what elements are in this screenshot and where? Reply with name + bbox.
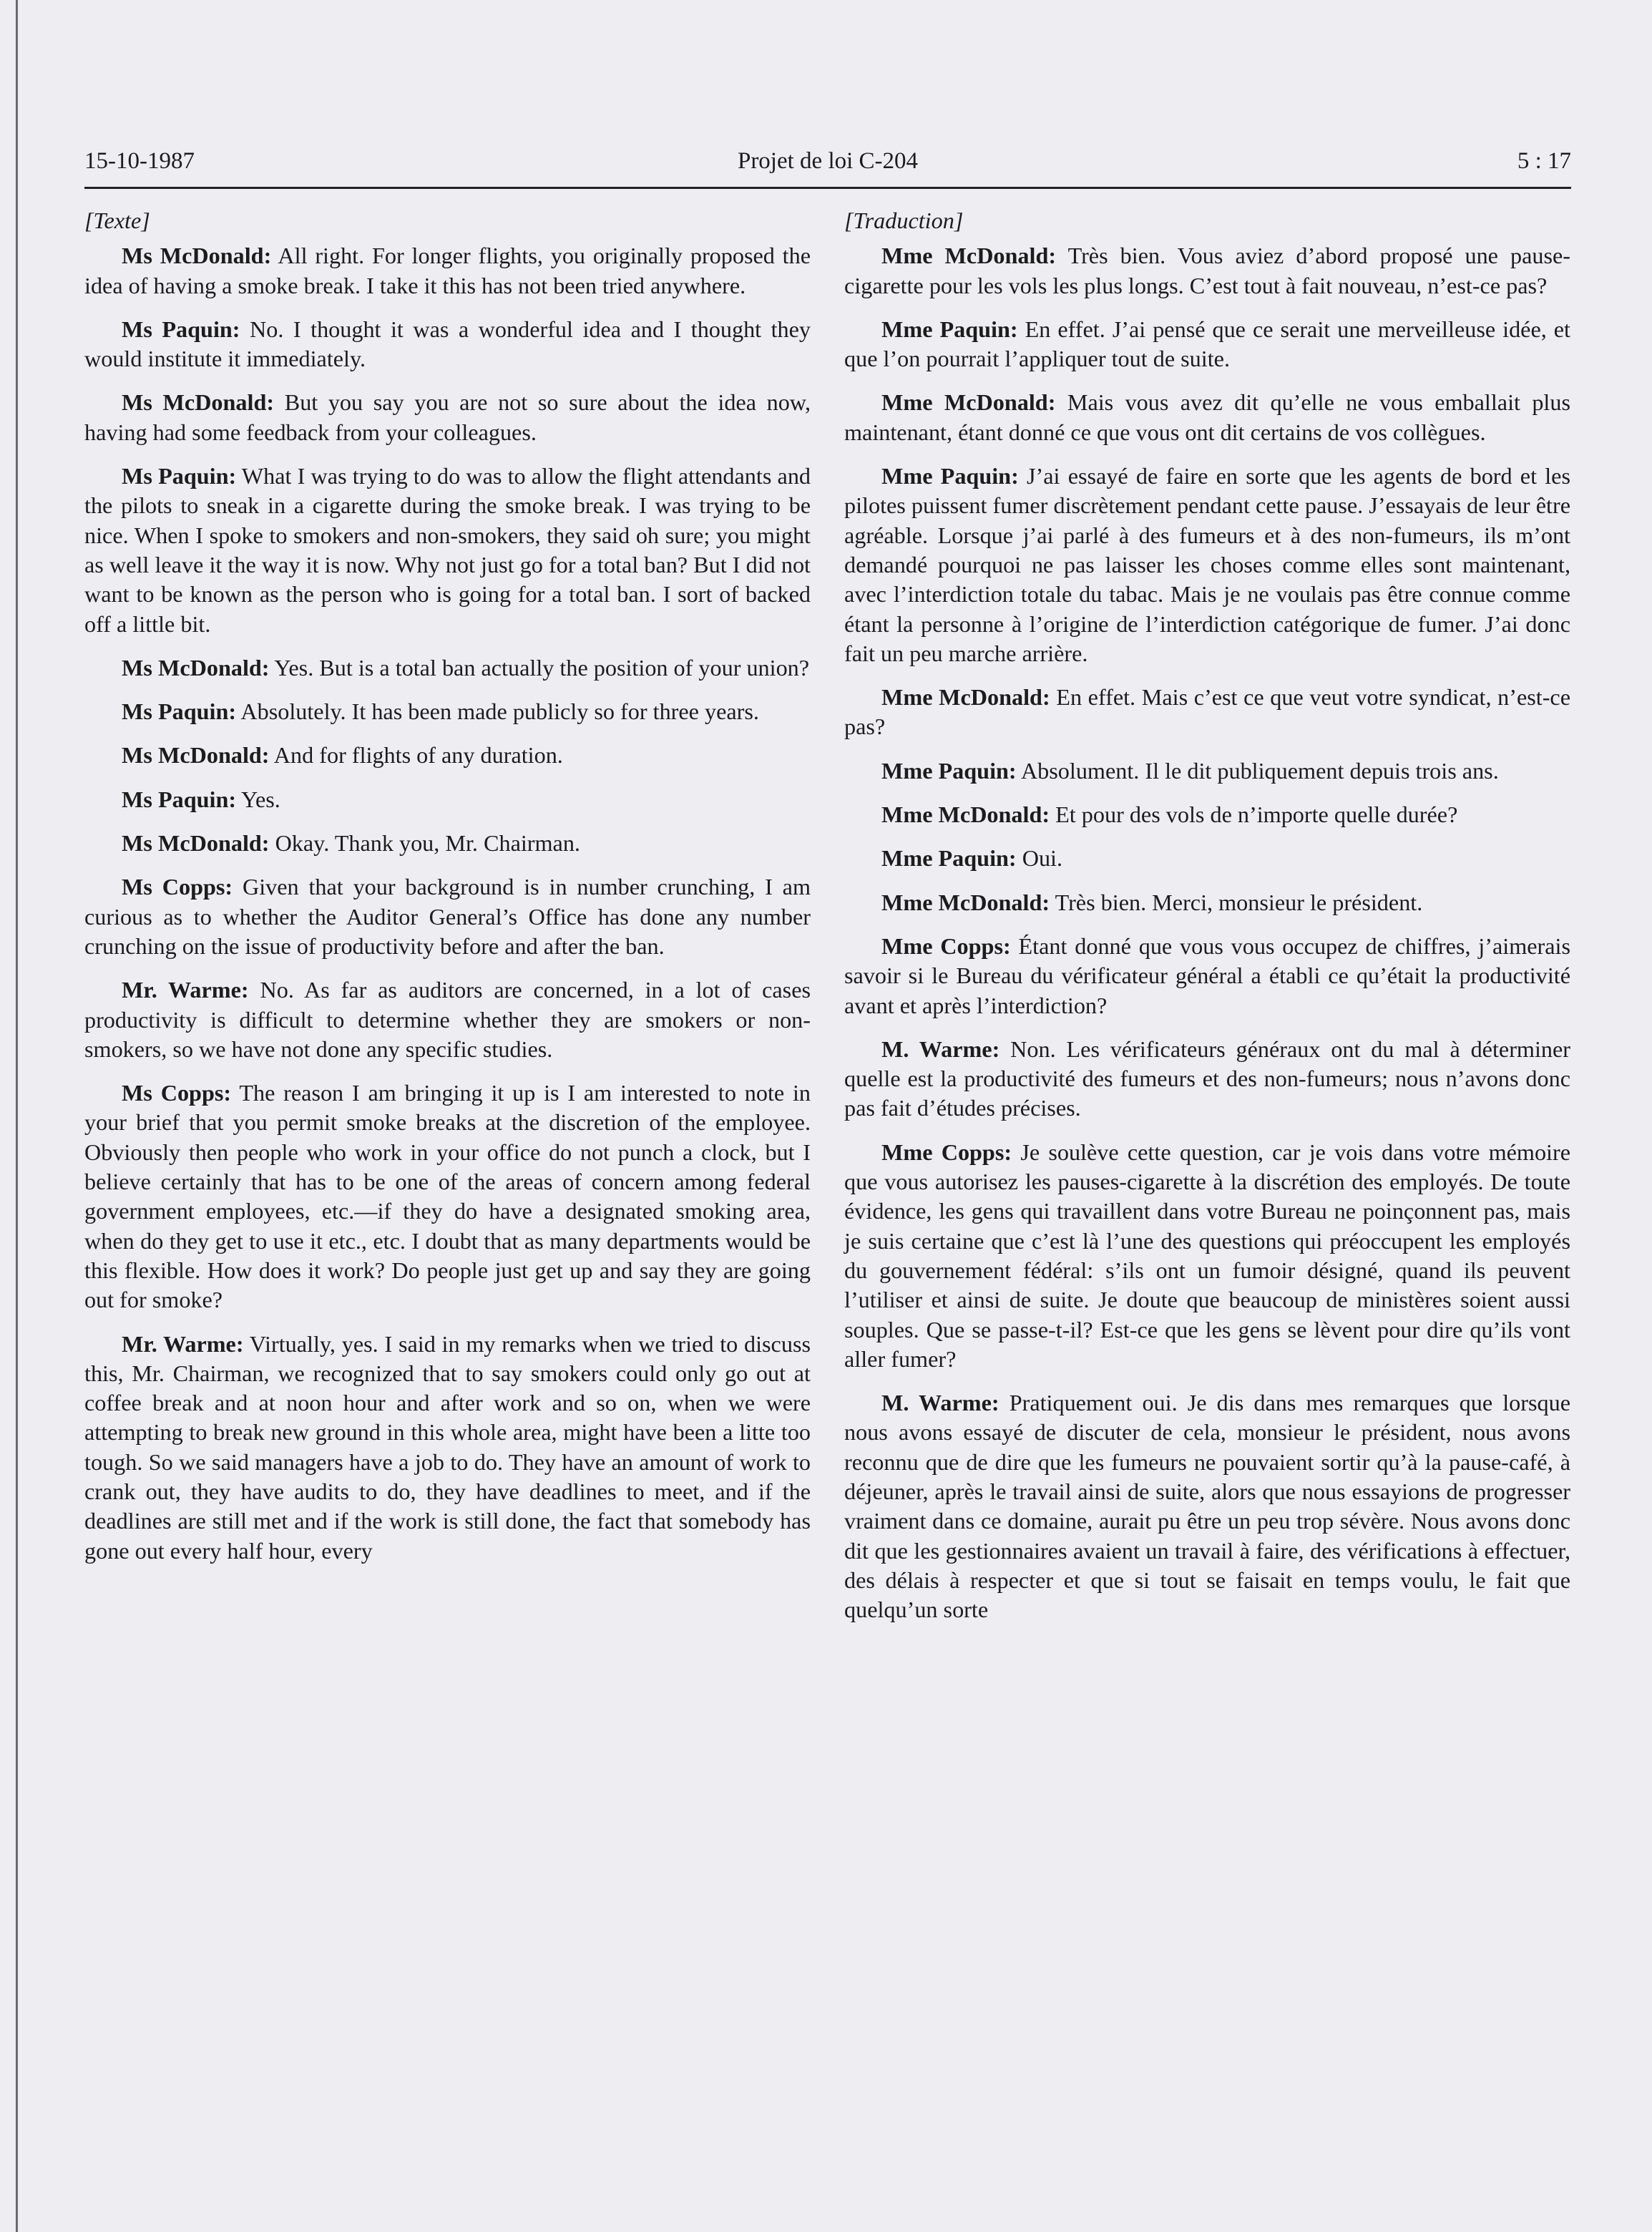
english-paragraph <box>84 975 811 1064</box>
speaker-name: Mme Copps: <box>881 932 1011 959</box>
speaker-name: Mme McDonald: <box>881 801 1050 828</box>
english-paragraph <box>84 1078 811 1315</box>
english-paragraph <box>84 1330 811 1566</box>
speech-text: No. As far as auditors are concerned, in a lot of cases productivity is difficult to determine whether they are smokers or non-smokers, so we have not done any specific studies. <box>84 977 811 1062</box>
speaker-name: Mr. Warme: <box>122 1330 244 1357</box>
speaker-name: Ms McDonald: <box>122 830 270 857</box>
french-paragraph <box>844 844 1570 873</box>
header-page-number: 5 : 17 <box>1517 148 1571 174</box>
speaker-name: Mme Paquin: <box>881 316 1018 342</box>
speaker-name: Ms Paquin: <box>122 786 237 812</box>
speaker-name: Ms Copps: <box>122 874 233 900</box>
french-paragraph <box>844 1138 1570 1374</box>
header-title: Projet de loi C-204 <box>737 148 919 174</box>
speech-text: All right. For longer flights, you originally proposed the idea of having a smoke break. I take it this has not been tried anywhere. <box>84 243 811 298</box>
speaker-name: Ms McDonald: <box>122 243 272 269</box>
speech-text: Okay. Thank you, Mr. Chairman. <box>275 830 580 857</box>
binding-edge <box>16 0 18 2232</box>
page-header <box>84 147 1571 189</box>
speech-text: What I was trying to do was to allow the flight attendants and the pilots to sneak in a cigarette during the smoke break. I was trying to be nice. When I spoke to smokers and non-smokers, they said oh sure; you might as well leave it the way it is now. Why not just go for a total ban? But I did not want to be known as the person who is going for a total ban. I sort of backed off a little bit. <box>84 463 811 637</box>
speech-text: Absolument. Il le dit publiquement depuis trois ans. <box>1020 757 1499 784</box>
french-paragraph <box>844 800 1570 829</box>
speaker-name: Ms McDonald: <box>122 389 275 416</box>
french-paragraph <box>844 462 1570 668</box>
speech-text: The reason I am bringing it up is I am interested to note in your brief that you permit smoke breaks at the discretion of the employee. Obviously then people who work in your office do not punch a clock, but I believe certainly that has to be one of the areas of concern among federal government employees, etc.—if they do have a designated smoking area, when do they get to use it etc., etc. I doubt that as many departments would be this flexible. How does it work? Do people just get up and say they are going out for smoke? <box>84 1080 811 1313</box>
french-column <box>844 206 1570 1639</box>
english-paragraph <box>84 653 811 683</box>
speaker-name: Mme Paquin: <box>881 845 1017 872</box>
speech-text: Je soulève cette question, car je vois dans votre mémoire que vous autorisez les pauses-cigarette à la discrétion des employés. De toute évidence, les gens qui travaillent dans votre Bureau ne poinçonnent pas, mais je suis certaine que c’est là l’une des questions qui préoccupent les employés du gouvernement fédéral: s’ils ont un fumoir désigné, quand ils peuvent l’utiliser et ainsi de suite. Je doute que beaucoup de ministères soient aussi souples. Que se passe-t-il? Est-ce que les gens se lèvent pour dire qu’ils vont aller fumer? <box>844 1139 1570 1372</box>
english-paragraph <box>84 241 811 301</box>
speaker-name: M. Warme: <box>881 1390 999 1416</box>
english-column-label: [Texte] <box>84 208 150 233</box>
french-paragraph <box>844 932 1570 1020</box>
french-paragraph <box>844 756 1570 786</box>
speaker-name: Ms McDonald: <box>122 742 270 769</box>
speaker-name: Ms Paquin: <box>122 316 240 342</box>
speech-text: Très bien. Merci, monsieur le président. <box>1055 889 1423 915</box>
french-paragraphs <box>844 241 1570 1624</box>
english-paragraph <box>84 741 811 770</box>
speech-text: But you say you are not so sure about the idea now, having had some feedback from your colleagues. <box>84 389 811 445</box>
speech-text: And for flights of any duration. <box>273 742 563 769</box>
english-paragraph <box>84 785 811 814</box>
speaker-name: Ms Paquin: <box>122 698 237 725</box>
speaker-name: Mme Paquin: <box>881 757 1017 784</box>
english-paragraphs <box>84 241 811 1566</box>
english-column <box>84 206 811 1580</box>
french-paragraph <box>844 888 1570 917</box>
speaker-name: Ms Copps: <box>122 1080 232 1106</box>
speaker-name: Mme Copps: <box>881 1139 1012 1165</box>
french-paragraph <box>844 683 1570 742</box>
speech-text: Absolutely. It has been made publicly so for three years. <box>240 698 759 725</box>
speaker-name: Mme McDonald: <box>881 889 1050 915</box>
english-paragraph <box>84 829 811 858</box>
speech-text: J’ai essayé de faire en sorte que les agents de bord et les pilotes puissent fumer discrètement pendant cette pause. J’essayais de leur être agréable. Lorsque j’ai parlé à des fumeurs et à des non-fumeurs, ils m’ont demandé pourquoi ne pas laisser les choses comme elles sont maintenant, avec l’interdiction totale du tabac. Mais je ne voulais pas être connue comme étant la personne à l’origine de l’interdiction catégorique de fumer. J’ai donc fait un peu marche arrière. <box>844 463 1570 666</box>
speech-text: Given that your background is in number crunching, I am curious as to whether the Auditor General’s Office has done any number crunching on the issue of productivity before and after the ban. <box>84 874 811 959</box>
french-paragraph <box>844 388 1570 447</box>
speech-text: Yes. <box>240 786 280 812</box>
speaker-name: Mme McDonald: <box>881 389 1056 416</box>
speech-text: Virtually, yes. I said in my remarks when we tried to discuss this, Mr. Chairman, we recognized that to say smokers could only go out at coffee break and at noon hour and after work and so on, when we were attempting to break new ground in this whole area, might have been a litte too tough. So we said managers have a job to do. They have an amount of work to crank out, they have audits to do, they have deadlines to meet, and if the deadlines are still met and if the work is still done, the fact that somebody has gone out every half hour, every <box>84 1330 811 1564</box>
english-paragraph <box>84 462 811 639</box>
speech-text: Oui. <box>1022 845 1063 872</box>
english-paragraph <box>84 388 811 447</box>
speech-text: Étant donné que vous vous occupez de chiffres, j’aimerais savoir si le Bureau du vérificateur général a établi ce qu’était la productivité avant et après l’interdiction? <box>844 932 1570 1018</box>
header-date: 15-10-1987 <box>84 148 195 174</box>
speech-text: Mais vous avez dit qu’elle ne vous emballait plus maintenant, étant donné ce que vous ont dit certains de vos collègues. <box>844 389 1570 445</box>
french-paragraph <box>844 241 1570 301</box>
speech-text: En effet. Mais c’est ce que veut votre syndicat, n’est-ce pas? <box>844 684 1570 740</box>
speech-text: En effet. J’ai pensé que ce serait une merveilleuse idée, et que l’on pourrait l’appliquer tout de suite. <box>844 316 1570 372</box>
speaker-name: Mme McDonald: <box>881 243 1057 269</box>
speaker-name: Mme McDonald: <box>881 684 1050 711</box>
speaker-name: Mr. Warme: <box>122 977 249 1003</box>
english-paragraph <box>84 697 811 726</box>
speaker-name: Ms Paquin: <box>122 463 237 489</box>
speaker-name: Mme Paquin: <box>881 463 1019 489</box>
speech-text: Non. Les vérificateurs généraux ont du mal à déterminer quelle est la productivité des fumeurs et des non-fumeurs; nous n’avons donc pas fait d’études précises. <box>844 1035 1570 1121</box>
french-paragraph <box>844 1035 1570 1124</box>
speech-text: Yes. But is a total ban actually the position of your union? <box>274 654 810 681</box>
speaker-name: M. Warme: <box>881 1035 1000 1062</box>
english-paragraph <box>84 872 811 961</box>
french-paragraph <box>844 1388 1570 1624</box>
french-column-label: [Traduction] <box>844 208 964 233</box>
speaker-name: Ms McDonald: <box>122 654 270 681</box>
speech-text: Pratiquement oui. Je dis dans mes remarques que lorsque nous avons essayé de discuter de cela, monsieur le président, nous avons reconnu que de dire que les fumeurs ne pouvaient sortir qu’à la pause-café, à déjeuner, après le travail ainsi de suite, alors que nous essayions de progresser vraiment dans ce domaine, aurait pu être un peu trop sévère. Nous avons donc dit que les gestionnaires avaient un travail à faire, des vérifications à effectuer, des délais à respecter et que si tout se faisait en temps voulu, le fait que quelqu’un sorte <box>844 1390 1570 1623</box>
english-paragraph <box>84 315 811 374</box>
speech-text: No. I thought it was a wonderful idea and I thought they would institute it immediately. <box>84 316 811 372</box>
french-paragraph <box>844 315 1570 374</box>
speech-text: Très bien. Vous aviez d’abord proposé une pause-cigarette pour les vols les plus longs. C’est tout à fait nouveau, n’est-ce pas? <box>844 243 1570 298</box>
speech-text: Et pour des vols de n’importe quelle durée? <box>1055 801 1458 828</box>
